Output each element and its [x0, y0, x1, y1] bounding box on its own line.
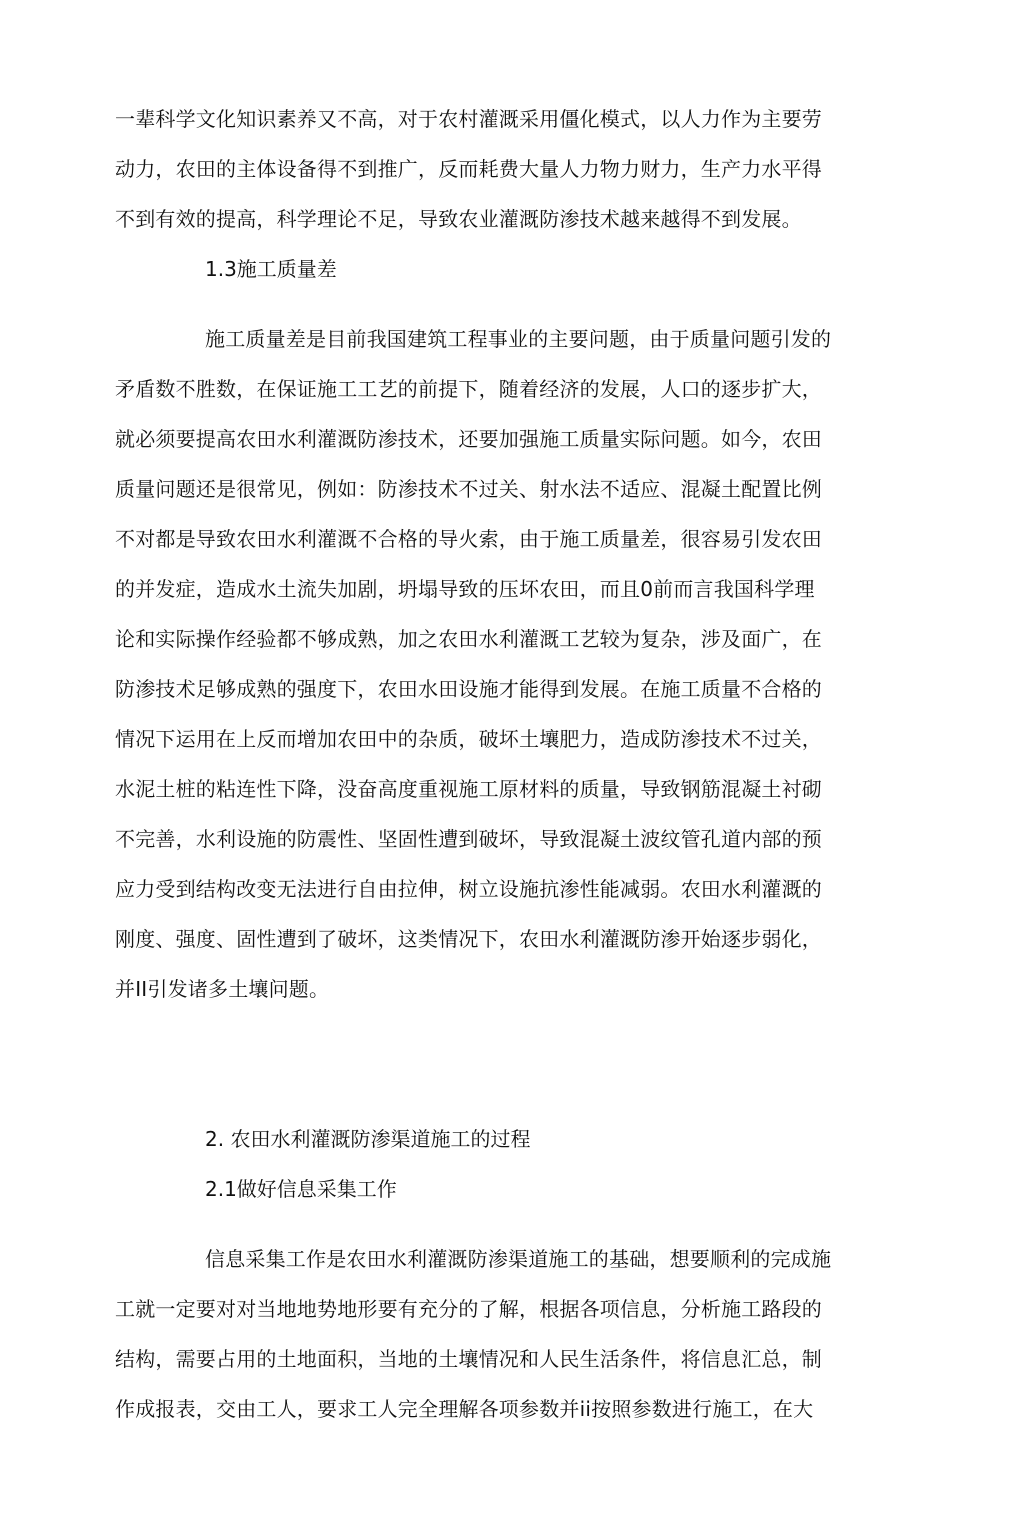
text-line: 就必须要提高农田水利灌溉防渗技术，还要加强施工质量实际问题。如今，农田 — [115, 427, 822, 451]
subsection-heading: 2.1做好信息采集工作 — [205, 1177, 397, 1201]
text-line: 情况下运用在上反而增加农田中的杂质，破坏土壤肥力，造成防渗技术不过关， — [115, 727, 822, 751]
text-line: 防渗技术足够成熟的强度下，农田水田设施才能得到发展。在施工质量不合格的 — [115, 677, 822, 701]
section-heading: 2. 农田水利灌溉防渗渠道施工的过程 — [205, 1127, 531, 1151]
text-line: 工就一定要对对当地地势地形要有充分的了解，根据各项信息，分析施工路段的 — [115, 1297, 822, 1321]
text-line: 施工质量差是目前我国建筑工程事业的主要问题，由于质量问题引发的 — [205, 327, 832, 351]
text-line: 矛盾数不胜数，在保证施工工艺的前提下，随着经济的发展，人口的逐步扩大， — [115, 377, 822, 401]
text-line: 不到有效的提高，科学理论不足，导致农业灌溉防渗技术越来越得不到发展。 — [115, 207, 802, 231]
text-line: 不对都是导致农田水利灌溉不合格的导火索，由于施工质量差，很容易引发农田 — [115, 527, 822, 551]
text-line: 动力，农田的主体设备得不到推广，反而耗费大量人力物力财力，生产力水平得 — [115, 157, 822, 181]
text-line: 质量问题还是很常见，例如：防渗技术不过关、射水法不适应、混凝土配置比例 — [115, 477, 822, 501]
text-line: 结构，需要占用的土地面积，当地的土壤情况和人民生活条件，将信息汇总，制 — [115, 1347, 822, 1371]
text-line: 一辈科学文化知识素养又不高，对于农村灌溉采用僵化模式，以人力作为主要劳 — [115, 107, 822, 131]
text-line: 刚度、强度、固性遭到了破坏，这类情况下，农田水利灌溉防渗开始逐步弱化， — [115, 927, 822, 951]
text-line: 论和实际操作经验都不够成熟，加之农田水利灌溉工艺较为复杂，涉及面广，在 — [115, 627, 822, 651]
text-line: 信息采集工作是农田水利灌溉防渗渠道施工的基础，想要顺利的完成施 — [205, 1247, 832, 1271]
text-line: 不完善，水利设施的防震性、坚固性遭到破坏，导致混凝土波纹管孔道内部的预 — [115, 827, 822, 851]
text-line: 应力受到结构改变无法进行自由拉伸，树立设施抗渗性能减弱。农田水利灌溉的 — [115, 877, 822, 901]
text-line: 作成报表，交由工人，要求工人完全理解各项参数并ii按照参数进行施工，在大 — [115, 1397, 814, 1421]
section-heading: 1.3施工质量差 — [205, 257, 337, 281]
text-line: 的并发症，造成水土流失加剧，坍塌导致的压坏农田，而且0前而言我国科学理 — [115, 577, 815, 601]
text-line: 并II引发诸多土壤问题。 — [115, 977, 330, 1001]
text-line: 水泥土桩的粘连性下降，没奋高度重视施工原材料的质量，导致钢筋混凝土衬砌 — [115, 777, 822, 801]
